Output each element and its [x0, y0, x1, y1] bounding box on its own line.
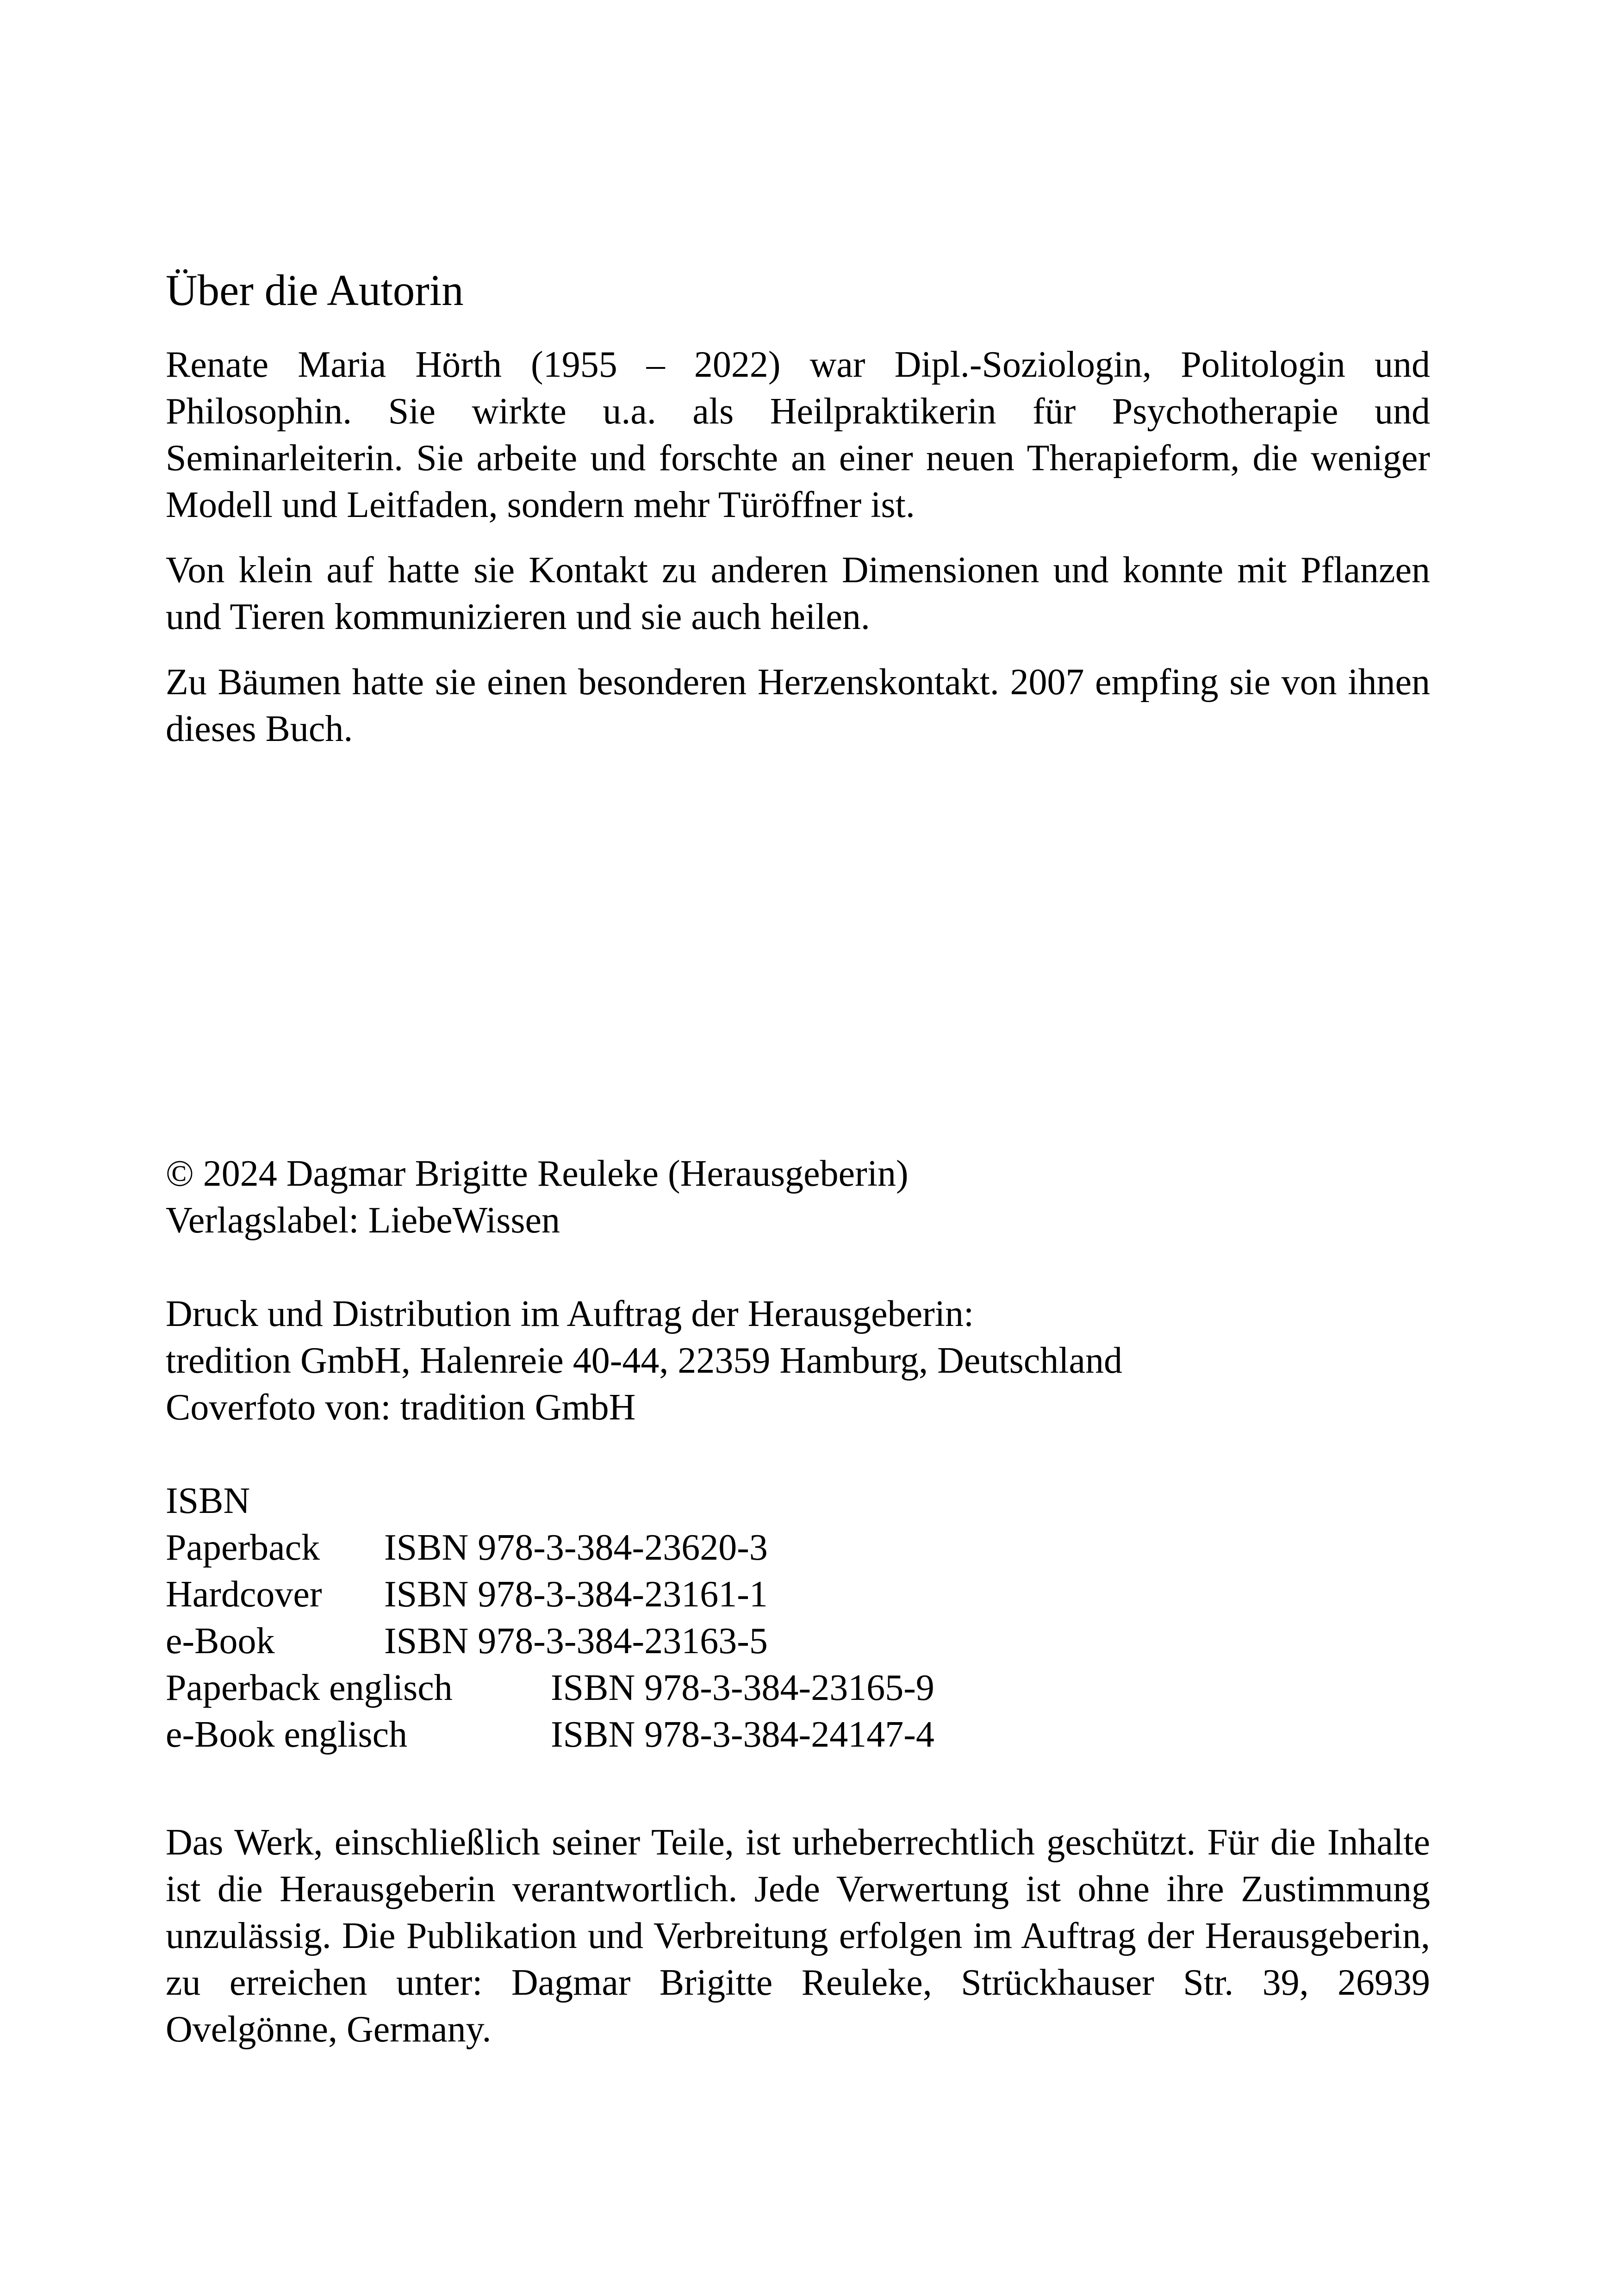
print-distribution-line: Druck und Distribution im Auftrag der Herausgeberin: — [166, 1294, 974, 1334]
isbn-label: Paperback englisch — [166, 1668, 453, 1708]
isbn-label: e-Book — [166, 1621, 275, 1661]
printer-address-line: tredition GmbH, Halenreie 40-44, 22359 Hamburg, Deutschland — [166, 1340, 1122, 1381]
isbn-label: Hardcover — [166, 1574, 322, 1615]
isbn-value: ISBN 978-3-384-23161-1 — [384, 1574, 768, 1615]
page-content — [166, 0, 1430, 2053]
isbn-row-paperback-english — [166, 1665, 1430, 1711]
isbn-block — [166, 1478, 1430, 1758]
printing-block — [166, 1291, 1430, 1431]
isbn-value: ISBN 978-3-384-23163-5 — [384, 1621, 768, 1661]
isbn-value: ISBN 978-3-384-23165-9 — [551, 1668, 934, 1708]
isbn-value: ISBN 978-3-384-23620-3 — [384, 1527, 768, 1568]
legal-notice-paragraph: Das Werk, einschließlich seiner Teile, ist urheberrechtlich geschützt. Für die Inhalte ist die Herausgeberin verantwortlich. Jede Verwertung ist ohne ihre Zustimmung unzulässig. Die Publikation und Verbreitung erfolgen im Auftrag der Herausgeberin, zu erreichen unter: Dagmar Brigitte Reuleke, Strückhauser Str. 39, 26939 Ovelgönne, Germany. — [166, 1822, 1430, 2050]
copyright-block — [166, 1151, 1430, 1244]
isbn-heading: ISBN — [166, 1481, 250, 1521]
author-bio-paragraph-1: Renate Maria Hörth (1955 – 2022) war Dipl.-Soziologin, Politologin und Philosophin. Sie wirkte u.a. als Heilpraktikerin für Psychotherapie und Seminarleiterin. Sie arbeite und forschte an einer neuen Therapieform, die weniger Modell und Leitfaden, sondern mehr Türöffner ist. — [166, 344, 1430, 525]
isbn-label: Paperback — [166, 1527, 320, 1568]
isbn-row-ebook — [166, 1618, 1430, 1665]
isbn-row-hardcover — [166, 1571, 1430, 1618]
author-bio-paragraph-2: Von klein auf hatte sie Kontakt zu anderen Dimensionen und konnte mit Pflanzen und Tieren kommunizieren und sie auch heilen. — [166, 550, 1430, 637]
isbn-row-paperback — [166, 1524, 1430, 1571]
isbn-value: ISBN 978-3-384-24147-4 — [551, 1714, 934, 1755]
copyright-line: © 2024 Dagmar Brigitte Reuleke (Herausgeberin) — [166, 1153, 909, 1194]
author-bio-paragraph-3: Zu Bäumen hatte sie einen besonderen Herzenskontakt. 2007 empfing sie von ihnen dieses Buch. — [166, 662, 1430, 749]
page-title: Über die Autorin — [166, 266, 464, 315]
isbn-label: e-Book englisch — [166, 1714, 408, 1755]
publisher-label-line: Verlagslabel: LiebeWissen — [166, 1200, 560, 1241]
isbn-row-ebook-english — [166, 1711, 1430, 1758]
cover-photo-credit-line: Coverfoto von: tradition GmbH — [166, 1387, 636, 1428]
